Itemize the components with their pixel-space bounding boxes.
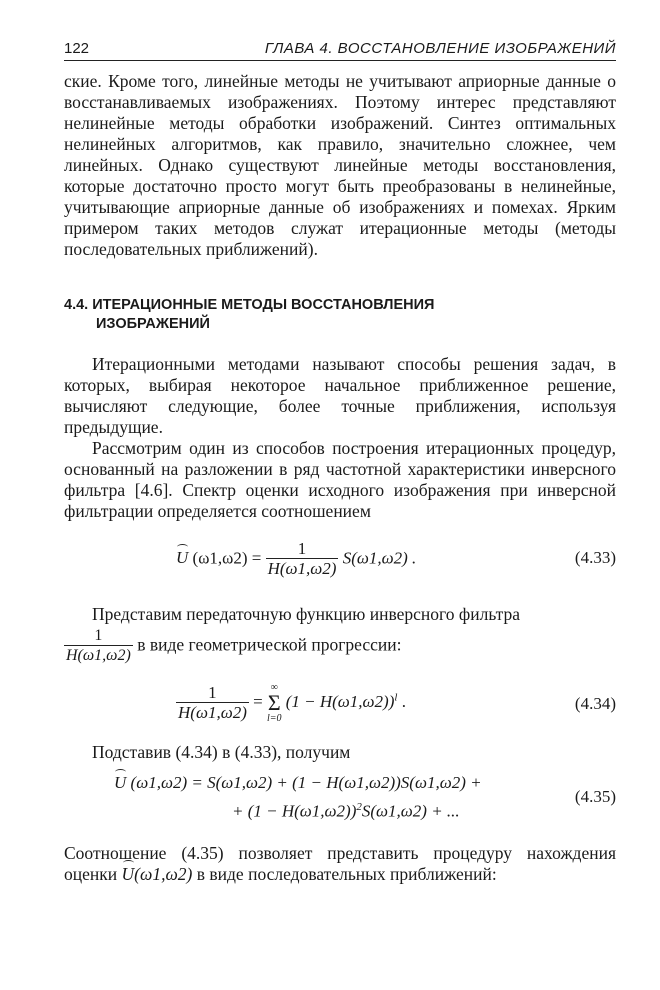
section-heading xyxy=(64,296,616,334)
eq-434-equals: = xyxy=(253,691,263,711)
sum-sigma: Σ xyxy=(267,690,281,715)
chapter-title: ГЛАВА 4. ВОССТАНОВЛЕНИЕ ИЗОБРАЖЕНИЙ xyxy=(264,40,616,57)
eq-434-rhs: (1 − H(ω1,ω2)) xyxy=(285,691,395,711)
eq-433-args: (ω1,ω2) = xyxy=(192,548,262,568)
page xyxy=(64,40,616,885)
equation-number: (4.33) xyxy=(574,548,616,567)
eq-434-fraction xyxy=(176,684,249,723)
section-title-line1: ИТЕРАЦИОННЫЕ МЕТОДЫ ВОССТАНОВЛЕНИЯ xyxy=(92,297,435,313)
paragraph-definition: Итерационными методами называют способы решения задач, в которых, выбирая некоторое начальное приближенное решение, вычисляют следующие, более точные приближения, используя предыдущие. xyxy=(64,354,616,437)
eq-434-numerator: 1 xyxy=(208,682,217,702)
paragraph-method: Рассмотрим один из способов построения итерационных процедур, основанный на разложении в ряд частотной характеристики инверсного фильтра [4.6]. Спектр оценки исходного изображения при инверсной фильтрации определяется соотношением xyxy=(64,438,616,521)
eq-435-line1-text: (ω1,ω2) = S(ω1,ω2) + (1 − H(ω1,ω2))S(ω1,ω2) + xyxy=(130,773,482,792)
paragraph-transfer-tail: в виде геометрической прогрессии: xyxy=(137,634,402,655)
eq-433-fraction xyxy=(266,540,339,579)
page-number: 122 xyxy=(64,40,90,57)
equation-4-35 xyxy=(64,773,616,829)
sum-lower-limit: l=0 xyxy=(266,713,282,724)
equation-4-34 xyxy=(64,680,616,736)
section-title-line2: ИЗОБРАЖЕНИЙ xyxy=(96,316,210,332)
eq-434-power: l xyxy=(394,691,398,704)
paragraph-transfer: Представим передаточную функцию инверсного фильтра xyxy=(92,604,521,624)
equation-4-33 xyxy=(64,534,616,584)
paragraph-procedure-args: (ω1,ω2) xyxy=(134,864,193,884)
eq-435-line2-b: S(ω1,ω2) + ... xyxy=(361,801,460,821)
summation-symbol xyxy=(267,682,282,724)
paragraph-procedure xyxy=(64,843,616,885)
inline-numerator: 1 xyxy=(94,627,103,644)
inline-denominator: H(ω1,ω2) xyxy=(66,647,131,664)
eq-434-denominator: H(ω1,ω2) xyxy=(178,702,247,722)
paragraph-procedure-b: в виде последовательных приближений: xyxy=(196,864,497,884)
inline-fraction xyxy=(64,627,133,666)
paragraph-continuation: ские. Кроме того, линейные методы не учитывают априорные данные о восстанавливаемых изображениях. Поэтому интерес представляют нелинейные методы обработки изображений. Синтез оптимальных нелинейных алгоритмов, как правило, значительно сложнее, чем линейных. Однако существуют линейные методы восстановления, которые достаточно просто могут быть преобразованы в нелинейные, учитывающие априорные данные об изображениях и помехах. Ярким примером таких методов служат итерационные методы (методы последовательных приближений). xyxy=(64,71,616,259)
u-hat-symbol: U xyxy=(114,773,127,792)
eq-433-numerator: 1 xyxy=(297,539,307,558)
eq-435-line2-a: + (1 − H(ω1,ω2)) xyxy=(232,801,357,821)
paragraph-procedure-a: Соотношение (4.35) позволяет представить процедуру нахождения оценки xyxy=(64,843,616,884)
paragraph-transfer-cont xyxy=(64,627,616,666)
eq-435-line1 xyxy=(114,773,482,793)
u-hat-symbol: U xyxy=(121,864,135,884)
eq-434-tail: . xyxy=(401,691,406,711)
eq-435-line2 xyxy=(232,801,460,822)
section-number: 4.4. xyxy=(64,297,89,313)
equation-number: (4.34) xyxy=(574,694,616,713)
eq-433-denominator: H(ω1,ω2) xyxy=(267,559,337,578)
running-header xyxy=(64,40,616,61)
sum-upper-limit: ∞ xyxy=(270,682,278,693)
equation-number: (4.35) xyxy=(574,787,616,806)
eq-435-line2-power: 2 xyxy=(356,801,362,813)
eq-433-rhs: S(ω1,ω2) . xyxy=(342,548,417,568)
paragraph-substitution: Подставив (4.34) в (4.33), получим xyxy=(92,742,351,762)
u-hat-symbol: U xyxy=(176,548,189,568)
